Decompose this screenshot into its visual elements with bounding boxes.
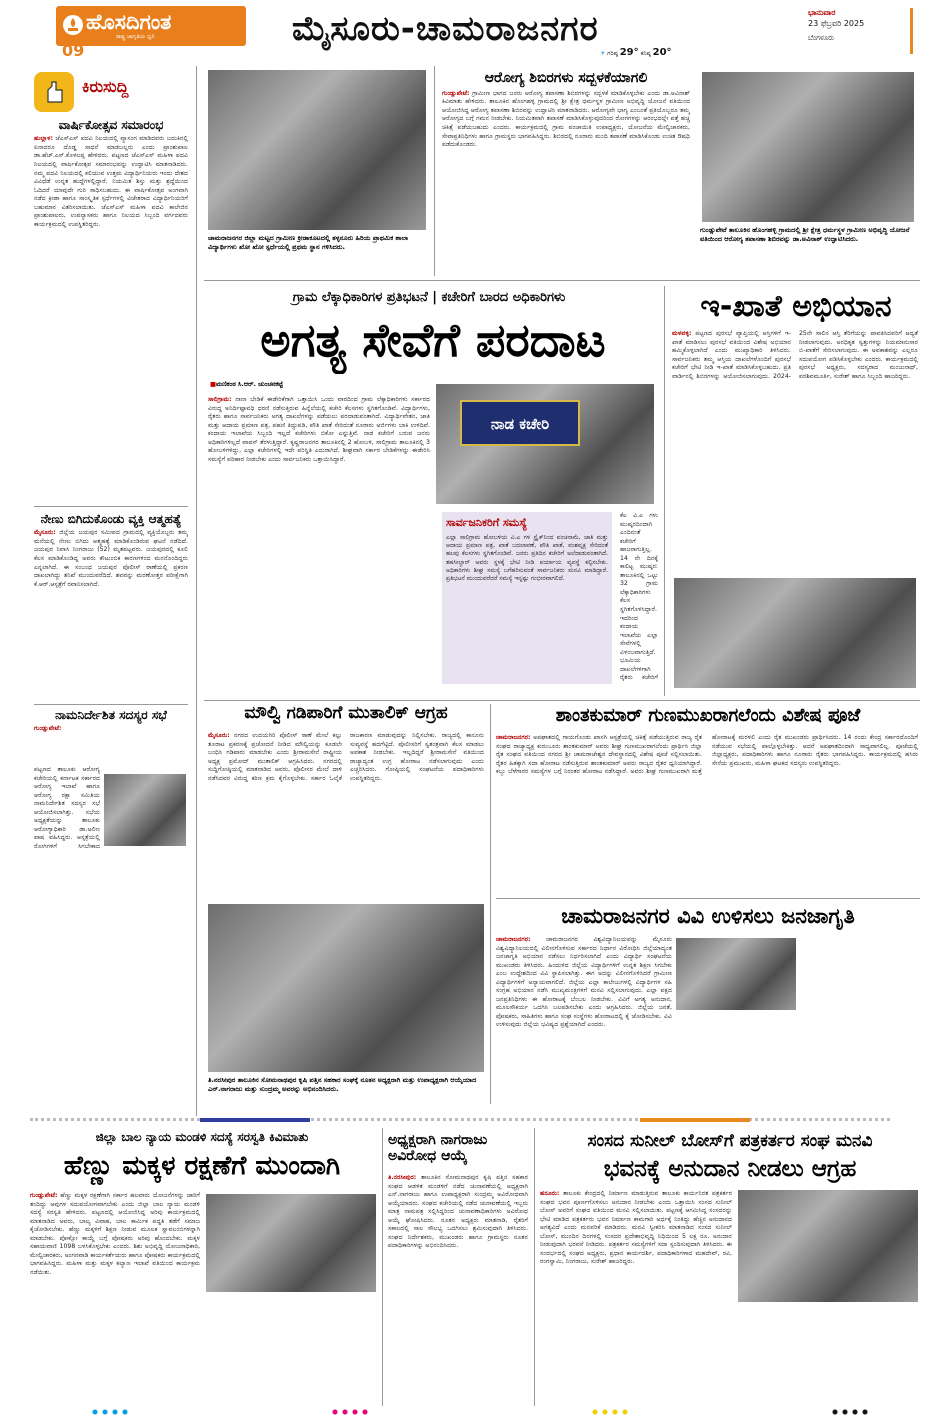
lamp-icon [63,15,83,35]
weather-max-label: ಗರಿಷ್ಠ [607,50,618,57]
girls-kicker: ಜಿಲ್ಲಾ ಬಾಲ ನ್ಯಾಯ ಮಂಡಳಿ ಸದಸ್ಯೆ ಸರಸ್ವತಿ ಕಿವಿಮಾತು [95,1130,309,1144]
shantakumar-place: ಚಾಮರಾಜನಗರ: [496,734,531,741]
vv-body-right [802,936,918,1106]
logo-text: ಹೊಸದಿಗಂತ [86,10,172,34]
vv-headline: ಚಾಮರಾಜನಗರ ವಿವಿ ಉಳಿಸಲು ಜನಜಾಗೃತಿ [561,904,855,928]
date-label: 23 ಫೆಬ್ರವರಿ 2025 [808,18,865,28]
signboard-text: ನಾಡ ಕಚೇರಿ [490,415,550,433]
cmyk-dots-1 [90,1408,130,1416]
city-label: ಬೆಂಗಳೂರು [808,33,835,42]
divider [204,280,920,281]
divider [196,66,197,1116]
ekhata-headline: ಇ-ಖಾತೆ ಅಭಿಯಾನ [700,290,892,324]
office-signboard [460,400,580,446]
brief-title-3: ನಾಮನಿರ್ದೇಶಿತ ಸದಸ್ಯರ ಸಭೆ [55,708,167,722]
brief-body-3-cont [34,854,188,1112]
ekhata-place: ಮಳವಳ್ಳಿ: [672,330,692,337]
health-body: ಗ್ರಾಮೀಣ ಭಾಗದ ಜನರು ಆರೋಗ್ಯ ತಪಾಸಣಾ ಶಿಬಿರಗಳನ್ನು ಸದ್ಬಳಕೆ ಮಾಡಿಕೊಳ್ಳಬೇಕು ಎಂದು ಡಾ.ಅವಿನಾಶ್ ಕಿವಿಮಾತು ಹೇಳಿದರು. ತಾಲೂಕಿನ ಹೊಂಗಹಳ್ಳಿ ಗ್ರಾಮದಲ್ಲಿ ಶ್ರೀ ಕ್ಷೇತ್ರ ಧರ್ಮಸ್ಥಳ ಗ್ರಾಮೀಣ ಅಭಿವೃದ್ಧಿ ಯೋಜನೆ ವತಿಯಿಂದ ಆಯೋಜಿಸಿದ್ದ ಆರೋಗ್ಯ ತಪಾಸಣಾ ಶಿಬಿರವನ್ನು ಉದ್ಘಾಟಿಸಿ ಮಾತನಾಡಿದರು. ಆರೋಗ್ಯವೇ ಭಾಗ್ಯ ಎಂಬಂತೆ ಪ್ರತಿಯೊಬ್ಬರೂ ತಮ್ಮ ಆರೋಗ್ಯದ ಬಗ್ಗೆ ಗಮನ ನೀಡಬೇಕು. ನಿಯಮಿತವಾಗಿ ತಪಾಸಣೆ ಮಾಡಿಸಿಕೊಳ್ಳುವುದರಿಂದ ರೋಗಗಳನ್ನು ಆರಂಭದಲ್ಲೇ ಪತ್ತೆ ಹಚ್ಚಿ ಚಿಕಿತ್ಸೆ ಪಡೆಯಬಹುದು ಎಂದರು. ಕಾರ್ಯಕ್ರಮದಲ್ಲಿ ಗ್ರಾಮ ಪಂಚಾಯಿತಿ ಉಪಾಧ್ಯಕ್ಷರು, ಯೋಜನೆಯ ಮೇಲ್ವಿಚಾರಕರು, ಸೇವಾಪ್ರತಿನಿಧಿಗಳು ಹಾಗೂ ಗ್ರಾಮಸ್ಥರು ಭಾಗವಹಿಸಿದ್ದರು. ಶಿಬಿರದಲ್ಲಿ ನೂರಾರು ಮಂದಿ ತಪಾಸಣೆ ಮಾಡಿಸಿಕೊಂಡು ಉಚಿತ ಔಷಧಿ ಪಡೆದುಕೊಂಡರು. [442,89,690,149]
kho-kho-caption: ಚಾಮರಾಜನಗರ ಜಿಲ್ಲಾ ಮಟ್ಟದ ಗ್ರಾಮೀಣ ಕ್ರೀಡಾಕೂಟದಲ್ಲಿ ತಳ್ಳನೂರು ಹಿರಿಯ ಪ್ರಾಥಮಿಕ ಶಾಲಾ ವಿದ್ಯಾರ್ಥಿಗಳು ಖೋ ಖೋ ಸ್ಪರ್ಧೆಯಲ್ಲಿ ಪ್ರಥಮ ಸ್ಥಾನ ಗಳಿಸಿದರು. [208,234,409,251]
vv-body-left [496,936,672,1106]
lead-place: ಸಾಲಿಗ್ರಾಮ: [208,396,232,403]
edition-title: ಮೈಸೂರು-ಚಾಮರಾಜನಗರ [292,9,599,49]
nada-kacheri-photo [436,384,654,504]
box-title: ಸಾರ್ವಜನಿಕರಿಗೆ ಸಮಸ್ಯೆ [446,516,528,529]
brief-body-2: ಜಿಲ್ಲೆಯ ಜಯಪುರ ಸಮೀಪದ ಗ್ರಾಮದಲ್ಲಿ ವ್ಯಕ್ತಿಯೊಬ್ಬರು ತಮ್ಮ ಮನೆಯಲ್ಲಿ ನೇಣು ಬಿಗಿದು ಆತ್ಮಹತ್ಯೆ ಮಾಡಿಕೊಂಡಿರುವ ಘಟನೆ ನಡೆದಿದೆ. ಜಯಪುರ ನಿವಾಸಿ ನಿಂಗರಾಜು (52) ಮೃತಪಟ್ಟವರು. ಜಯಪುರದಲ್ಲಿ ಕೂಲಿ ಕೆಲಸ ಮಾಡಿಕೊಂಡಿದ್ದ ಅವರು ಕೌಟುಂಬಿಕ ಕಾರಣಗಳಿಂದ ಮನನೊಂದಿದ್ದರು ಎನ್ನಲಾಗಿದೆ. ಈ ಸಂಬಂಧ ಜಯಪುರ ಪೊಲೀಸ್ ಠಾಣೆಯಲ್ಲಿ ಪ್ರಕರಣ ದಾಖಲಾಗಿದ್ದು ತನಿಖೆ ಮುಂದುವರೆದಿದೆ. ಶವವನ್ನು ಮರಣೋತ್ತರ ಪರೀಕ್ಷೆಗಾಗಿ ಕೆ.ಆರ್.ಆಸ್ಪತ್ರೆಗೆ ರವಾನಿಸಲಾಗಿದೆ. [34,529,188,588]
sunil-subheadline: ಭವನಕ್ಕೆ ಅನುದಾನ ನೀಡಲು ಆಗ್ರಹ [603,1156,857,1182]
divider [34,704,188,705]
brief-title-2: ನೇಣು ಬಿಗಿದುಕೊಂಡು ವ್ಯಕ್ತಿ ಆತ್ಮಹತ್ಯೆ [40,512,182,526]
brief-place-1: ಹುಲ್ಲಾಳ: [34,135,54,143]
sunil-body-right [738,1306,918,1404]
divider [664,286,665,696]
section-bar-left [30,1118,890,1122]
divider [34,506,188,507]
lead-body-left [208,396,430,690]
vv-press-photo [676,938,796,1010]
sunil-headline: ಸಂಸದ ಸುನೀಲ್ ಬೋಸ್‌ಗೆ ಪತ್ರಕರ್ತರ ಸಂಘ ಮನವಿ [587,1132,873,1151]
girls-body: ಹೆಣ್ಣು ಮಕ್ಕಳ ರಕ್ಷಣೆಗಾಗಿ ಸರ್ಕಾರ ಹಲವಾರು ಯೋಜನೆಗಳನ್ನು ಜಾರಿಗೆ ತಂದಿದ್ದು ಅವುಗಳ ಸದುಪಯೋಗವಾಗಬೇಕು ಎಂದು ಜಿಲ್ಲಾ ಬಾಲ ನ್ಯಾಯ ಮಂಡಳಿ ಸದಸ್ಯೆ ಸರಸ್ವತಿ ಹೇಳಿದರು. ಪಟ್ಟಣದಲ್ಲಿ ಆಯೋಜಿಸಿದ್ದ ಅರಿವು ಕಾರ್ಯಕ್ರಮದಲ್ಲಿ ಮಾತನಾಡಿದ ಅವರು, ಬಾಲ್ಯ ವಿವಾಹ, ಬಾಲ ಕಾರ್ಮಿಕ ಪದ್ಧತಿ ತಡೆಗೆ ಸಮಾಜ ಕೈಜೋಡಿಸಬೇಕು. ಹೆಣ್ಣು ಮಕ್ಕಳಿಗೆ ಶಿಕ್ಷಣ ನೀಡುವ ಮೂಲಕ ಸ್ವಾವಲಂಬಿಗಳನ್ನಾಗಿ ಮಾಡಬೇಕು. ಪೋಕ್ಸೋ ಕಾಯ್ದೆ ಬಗ್ಗೆ ಪೋಷಕರು ಅರಿವು ಹೊಂದಬೇಕು. ಮಕ್ಕಳ ಸಹಾಯವಾಣಿ 1098 ಬಳಸಿಕೊಳ್ಳಬೇಕು ಎಂದರು. ಶಿಶು ಅಭಿವೃದ್ಧಿ ಯೋಜನಾಧಿಕಾರಿ, ಮೇಲ್ವಿಚಾರಕರು, ಅಂಗನವಾಡಿ ಕಾರ್ಯಕರ್ತೆಯರು ಹಾಗೂ ಪೋಷಕರು ಕಾರ್ಯಕ್ರಮದಲ್ಲಿ ಭಾಗವಹಿಸಿದ್ದರು. ಮಹಿಳಾ ಮತ್ತು ಮಕ್ಕಳ ಕಲ್ಯಾಣ ಇಲಾಖೆ ವತಿಯಿಂದ ಕಾರ್ಯಕ್ರಮ ನಡೆಯಿತು. [30,1192,200,1276]
lead-byline: ■ ಮಣಿಕಂಠ ಸಿ.ಆರ್. ಚುಂಚನಕಟ್ಟೆ [210,380,510,392]
lead-kicker: ಗ್ರಾಮ ಲೆಕ್ಕಾಧಿಕಾರಿಗಳ ಪ್ರತಿಭಟನೆ | ಕಚೇರಿಗೆ ಬಾರದ ಅಧಿಕಾರಿಗಳು [292,290,566,305]
girls-body-left [30,1192,200,1404]
sunil-place: ಹನೂರು: [540,1190,560,1197]
shantakumar-body: ಅಪಘಾತದಲ್ಲಿ ಗಾಯಗೊಂಡು ಖಾಸಗಿ ಆಸ್ಪತ್ರೆಯಲ್ಲಿ ಚಿಕಿತ್ಸೆ ಪಡೆಯುತ್ತಿರುವ ರಾಜ್ಯ ರೈತ ಸಂಘದ ರಾಜ್ಯಾಧ್ಯಕ್ಷ ಕುರುಬೂರು ಶಾಂತಕುಮಾರ್ ಅವರು ಶೀಘ್ರ ಗುಣಮುಖರಾಗಲೆಂದು ಪ್ರಾರ್ಥಿಸಿ ಜಿಲ್ಲಾ ರೈತ ಸಂಘದ ವತಿಯಿಂದ ನಗರದ ಶ್ರೀ ಚಾಮರಾಜೇಶ್ವರ ದೇವಸ್ಥಾನದಲ್ಲಿ ವಿಶೇಷ ಪೂಜೆ ಸಲ್ಲಿಸಲಾಯಿತು. ರೈತರ ಹಿತಕ್ಕಾಗಿ ಸದಾ ಹೋರಾಟ ನಡೆಸುತ್ತಿರುವ ಶಾಂತಕುಮಾರ್ ಅವರು ರಾಜ್ಯದ ರೈತರ ಧ್ವನಿಯಾಗಿದ್ದಾರೆ. ಕಬ್ಬು ಬೆಳೆಗಾರರ ಸಮಸ್ಯೆಗಳ ಬಗ್ಗೆ ನಿರಂತರ ಹೋರಾಟ ನಡೆಸಿದ್ದಾರೆ. ಅವರು ಶೀಘ್ರ ಗುಣಮುಖರಾಗಿ ಮತ್ತೆ ಹೋರಾಟಕ್ಕೆ ಮರಳಲಿ ಎಂದು ರೈತ ಮುಖಂಡರು ಪ್ರಾರ್ಥಿಸಿದರು. 14 ರಂದು ಕೇಂದ್ರ ಸರ್ಕಾರದೊಂದಿಗೆ ನಡೆಯುವ ಸಭೆಯಲ್ಲಿ ಪಾಲ್ಗೊಳ್ಳಬೇಕಿತ್ತು. ಆದರೆ ಅಪಘಾತದಿಂದಾಗಿ ಸಾಧ್ಯವಾಗಲಿಲ್ಲ. ಪೂಜೆಯಲ್ಲಿ ಜಿಲ್ಲಾಧ್ಯಕ್ಷರು, ಪದಾಧಿಕಾರಿಗಳು ಹಾಗೂ ನೂರಾರು ರೈತರು ಭಾಗವಹಿಸಿದ್ದರು. ಕಾರ್ಯಕ್ರಮದಲ್ಲಿ ಹಸಿರು ಸೇನೆಯ ಪ್ರಮುಖರು, ಮಹಿಳಾ ಘಟಕದ ಸದಸ್ಯರು ಉಪಸ್ಥಿತರಿದ್ದರು. [496,734,918,776]
divider [534,1128,535,1406]
cooperative-caption: ತಿ.ನರಸೀಪುರ ತಾಲೂಕಿನ ಸೋಮನಾಥಪುರ ಕೃಷಿ ಪತ್ತಿನ ಸಹಕಾರ ಸಂಘಕ್ಕೆ ನೂತನ ಅಧ್ಯಕ್ಷರಾಗಿ ಮತ್ತು ಉಪಾಧ್ಯಕ್ಷರಾಗಿ ಆಯ್ಕೆಯಾದ ಎನ್.ನಾಗರಾಜು ಮತ್ತು ಸುಂದ್ರಮ್ಮ ಅವರನ್ನು ಅಭಿನಂದಿಸಿದರು. [208,1076,477,1093]
ekhata-body: ಪಟ್ಟಣದ ಪುರಸಭೆ ವ್ಯಾಪ್ತಿಯಲ್ಲಿ ಆಸ್ತಿಗಳಿಗೆ ಇ-ಖಾತೆ ಮಾಡಿಸಲು ಪುರಸಭೆ ವತಿಯಿಂದ ವಿಶೇಷ ಅಭಿಯಾನ ಹಮ್ಮಿಕೊಳ್ಳಲಾಗಿದೆ ಎಂದು ಮುಖ್ಯಾಧಿಕಾರಿ ತಿಳಿಸಿದರು. ಸಾರ್ವಜನಿಕರು ತಮ್ಮ ಆಸ್ತಿಯ ದಾಖಲೆಗಳೊಂದಿಗೆ ಪುರಸಭೆ ಕಚೇರಿಗೆ ಭೇಟಿ ನೀಡಿ ಇ-ಖಾತೆ ಮಾಡಿಸಿಕೊಳ್ಳಬಹುದು. ಪ್ರತಿ ವಾರ್ಡಿನಲ್ಲಿ ಶಿಬಿರಗಳನ್ನು ಆಯೋಜಿಸಲಾಗುವುದು. 2024-25ನೇ ಸಾಲಿನ ಆಸ್ತಿ ತೆರಿಗೆಯನ್ನು ಪಾವತಿಸಿದವರಿಗೆ ಆದ್ಯತೆ ನೀಡಲಾಗುವುದು. ಅನಧಿಕೃತ ಸ್ವತ್ತುಗಳನ್ನು ನಿಯಮಾನುಸಾರ ಬಿ-ಖಾತೆಗೆ ಸೇರಿಸಲಾಗುವುದು. ಈ ಅವಕಾಶವನ್ನು ಎಲ್ಲರೂ ಸದುಪಯೋಗ ಪಡಿಸಿಕೊಳ್ಳಬೇಕು ಎಂದರು. ಕಾರ್ಯಕ್ರಮದಲ್ಲಿ ಪುರಸಭೆ ಅಧ್ಯಕ್ಷರು, ಸದಸ್ಯರಾದ ಮಂಜುನಾಥ್, ಪರಶಿವಮೂರ್ತಿ, ಸುರೇಶ್ ಹಾಗೂ ಸಿಬ್ಬಂದಿ ಹಾಜರಿದ್ದರು. [672,330,918,380]
brief-story-2 [34,512,188,702]
masthead [0,0,945,58]
brief-title-1: ವಾರ್ಷಿಕೋತ್ಸವ ಸಮಾರಂಭ [58,118,164,132]
kiru-suddi-label: ಕಿರುಸುದ್ದಿ [82,77,129,96]
meeting-photo [104,774,186,846]
health-story [442,70,690,276]
lead-body-right: ಕೆಲ ವಿ.ಎ ಗಳು ಮುಷ್ಕರದಿಂದಾಗಿ ಎಂದಿನಂತೆ ಕಚೇರಿಗೆ ಹಾಜರಾಗುತ್ತಿಲ್ಲ. 14 ನೇ ದಿನಕ್ಕೆ ಕಾಲಿಟ್ಟ ಮುಷ್ಕರ: ತಾಲೂಕಿನಲ್ಲಿ ಒಟ್ಟು 32 ಗ್ರಾಮ ಲೆಕ್ಕಾಧಿಕಾರಿಗಳು ಕೆಲಸ ಸ್ಥಗಿತಗೊಳಿಸಿದ್ದಾರೆ. ಇದರಿಂದ ಕಂದಾಯ ಇಲಾಖೆಯ ಎಲ್ಲಾ ಸೇವೆಗಳಲ್ಲಿ ವಿಳಂಬವಾಗುತ್ತಿದೆ. ಭೂಮಿಯ ದಾಖಲೆಗಳಿಗಾಗಿ ರೈತರು ಕಚೇರಿಗೆ [620,512,658,682]
logo-tagline: ರಾಷ್ಟ್ರ ಜಾಗೃತಿಯ ಧ್ವನಿ [116,34,155,40]
shantakumar-body-block [496,734,918,892]
mutalik-body-block [208,732,484,894]
nagaraju-headline: ಅಧ್ಯಕ್ಷರಾಗಿ ನಾಗರಾಜು ಅವಿರೋಧ ಆಯ್ಕೆ [388,1132,488,1165]
health-headline: ಆರೋಗ್ಯ ಶಿಬಿರಗಳು ಸದ್ಬಳಕೆಯಾಗಲಿ [484,70,648,86]
section-bar-orange [640,1118,750,1122]
kiru-suddi-header [34,70,188,114]
brief-place-2: ಮೈಸೂರು: [34,529,56,537]
ekhata-body-block [672,330,918,572]
vv-place: ಚಾಮರಾಜನಗರ: [496,936,531,943]
brief-place-3: ಗುಂಡ್ಲುಪೇಟೆ: [34,725,62,733]
registration-marks [0,1408,945,1418]
nagaraju-body-block [388,1174,528,1404]
girls-body-right [206,1296,376,1404]
day-label: ಭಾನುವಾರ [808,8,836,17]
divider [382,1128,383,1406]
weather-max: 29° [619,47,639,58]
brief-body-3: ಪಟ್ಟಣದ ತಾಲೂಕು ಆರೋಗ್ಯ ಕಚೇರಿಯಲ್ಲಿ ಕರ್ನಾಟಕ ಸರ್ಕಾರದ ಆರೋಗ್ಯ ಇಲಾಖೆ ಹಾಗೂ ಆರೋಗ್ಯ ರಕ್ಷಾ ಸಮಿತಿಯ ನಾಮನಿರ್ದೇಶಿತ ಸದಸ್ಯರ ಸಭೆ ಆಯೋಜಿಸಲಾಗಿತ್ತು. ಸಭೆಯ ಅಧ್ಯಕ್ಷತೆಯನ್ನು ತಾಲೂಕು ಆರೋಗ್ಯಾಧಿಕಾರಿ ಡಾ.ಅಲೀಂ ಪಾಷ ವಹಿಸಿದ್ದರು. ಆಸ್ಪತ್ರೆಯಲ್ಲಿ ರೋಗಿಗಳಿಗೆ ಸಿಗಬೇಕಾದ [34,766,100,850]
cmyk-dots-4 [830,1408,870,1416]
nagaraju-place: ತಿ.ನರಸೀಪುರ: [388,1174,417,1181]
cooperative-photo [208,904,484,1072]
divider [490,704,491,1104]
brief-body-1: ಜೆಎಸ್‌ಎಸ್ ಪದವಿ ನಿಲಯದಲ್ಲಿ ವ್ಯಾಸಂಗ ಮಾಡಿದವರು ಬದುಕಿನಲ್ಲಿ ಏನಾದರೂ ದೊಡ್ಡ ಸಾಧನೆ ಮಾಡಬಲ್ಲರು ಎಂದು ಪ್ರಾಂಶುಪಾಲ ಡಾ.ಹೆಚ್.ಎಸ್.ಕೊಳಲಪ್ಪ ಹೇಳಿದರು. ಪಟ್ಟಣದ ಜೆಎಸ್‌ಎಸ್ ಮಹಿಳಾ ಪದವಿ ನಿಲಯದಲ್ಲಿ ವಾರ್ಷಿಕೋತ್ಸವ ಸಮಾರಂಭವನ್ನು ಉದ್ಘಾಟಿಸಿ ಮಾತನಾಡಿದರು. ನಮ್ಮ ಪದವಿ ನಿಲಯದಲ್ಲಿ ಕಲಿಯುವ ಉತ್ತಮ ವಿದ್ಯಾರ್ಥಿನಿಯರು ಇಂದು ದೇಶದ ವಿವಿಧೆಡೆ ಉನ್ನತ ಹುದ್ದೆಗಳಲ್ಲಿದ್ದಾರೆ. ನಿಯಮಿತ ಶಿಸ್ತು ಮತ್ತು ಶ್ರದ್ಧೆಯಿಂದ ಓದಿದರೆ ಯಾವುದೇ ಗುರಿ ಸಾಧಿಸಬಹುದು. ಈ ವಾರ್ಷಿಕೋತ್ಸವ ಅಂಗವಾಗಿ ನಡೆದ ಕ್ರೀಡಾ ಹಾಗೂ ಸಾಂಸ್ಕೃತಿಕ ಸ್ಪರ್ಧೆಗಳಲ್ಲಿ ವಿಜೇತರಾದ ವಿದ್ಯಾರ್ಥಿನಿಯರಿಗೆ ಬಹುಮಾನ ವಿತರಿಸಲಾಯಿತು. ಜೆಎಸ್‌ಎಸ್ ಮಹಿಳಾ ಪದವಿ ಕಾಲೇಜಿನ ಪ್ರಾಂಶುಪಾಲರು, ಉಪನ್ಯಾಸಕರು ಹಾಗೂ ನಿಲಯದ ಸಿಬ್ಬಂದಿ ವರ್ಗದವರು ಕಾರ್ಯಕ್ರಮದಲ್ಲಿ ಉಪಸ್ಥಿತರಿದ್ದರು. [34,135,188,228]
mutalik-place: ಮೈಸೂರು: [208,732,230,739]
divider [496,898,920,899]
girls-place: ಗುಂಡ್ಲುಪೇಟೆ: [30,1192,58,1199]
shantakumar-headline: ಶಾಂತಕುಮಾರ್ ಗುಣಮುಖರಾಗಲೆಂದು ವಿಶೇಷ ಪೂಜೆ [555,706,861,726]
sunil-body: ತಾಲೂಕು ಕೇಂದ್ರದಲ್ಲಿ ನಿರ್ಮಾಣ ಮಾಡುತ್ತಿರುವ ತಾಲೂಕು ಕಾರ್ಯನಿರತ ಪತ್ರಕರ್ತರ ಸಂಘದ ಭವನ ಪೂರ್ಣಗೊಳಿಸಲು ಅನುದಾನ ನೀಡಬೇಕು ಎಂದು ಒತ್ತಾಯಿಸಿ ಸಂಸದ ಸುನೀಲ್ ಬೋಸ್ ಅವರಿಗೆ ಸಂಘದ ವತಿಯಿಂದ ಮನವಿ ಸಲ್ಲಿಸಲಾಯಿತು. ಪಟ್ಟಣಕ್ಕೆ ಆಗಮಿಸಿದ್ದ ಸಂಸದರನ್ನು ಭೇಟಿ ಮಾಡಿದ ಪತ್ರಕರ್ತರು ಭವನ ನಿರ್ಮಾಣ ಕಾಮಗಾರಿ ಅರ್ಧಕ್ಕೆ ನಿಂತಿದ್ದು ಹೆಚ್ಚಿನ ಅನುದಾನದ ಅಗತ್ಯವಿದೆ ಎಂದು ಮನವರಿಕೆ ಮಾಡಿದರು. ಮನವಿ ಸ್ವೀಕರಿಸಿ ಮಾತನಾಡಿದ ಸಂಸದ ಸುನೀಲ್ ಬೋಸ್, ಮುಂದಿನ ದಿನಗಳಲ್ಲಿ ಸಂಸದರ ಪ್ರದೇಶಾಭಿವೃದ್ಧಿ ನಿಧಿಯಿಂದ 5 ಲಕ್ಷ ರೂ. ಅನುದಾನ ನೀಡುವುದಾಗಿ ಭರವಸೆ ನೀಡಿದರು. ಪತ್ರಕರ್ತರ ಸಮಸ್ಯೆಗಳಿಗೆ ಸದಾ ಸ್ಪಂದಿಸುವುದಾಗಿ ತಿಳಿಸಿದರು. ಈ ಸಂದರ್ಭದಲ್ಲಿ ಸಂಘದ ಅಧ್ಯಕ್ಷರು, ಪ್ರಧಾನ ಕಾರ್ಯದರ್ಶಿ, ಪದಾಧಿಕಾರಿಗಳಾದ ಮಹದೇವ್, ರವಿ, ರಂಗಸ್ವಾಮಿ, ನಿಂಗರಾಜು, ಸುರೇಶ್ ಹಾಜರಿದ್ದರು. [540,1190,732,1266]
girls-headline: ಹೆಣ್ಣು ಮಕ್ಕಳ ರಕ್ಷಣೆಗೆ ಮುಂದಾಗಿ [63,1152,341,1181]
ekhata-photo [674,578,916,688]
divider [434,66,435,276]
health-camp-photo [702,72,914,222]
sunil-body-block [540,1190,732,1404]
hand-icon [34,72,74,112]
health-place: ಗುಂಡ್ಲುಪೇಟೆ: [442,89,470,97]
cmyk-dots-3 [590,1408,630,1416]
vv-body: ಚಾಮರಾಜನಗರ ವಿಶ್ವವಿದ್ಯಾನಿಲಯವನ್ನು ಮೈಸೂರು ವಿಶ್ವವಿದ್ಯಾನಿಲಯದಲ್ಲಿ ವಿಲೀನಗೊಳಿಸುವ ಸರ್ಕಾರದ ನಿರ್ಧಾರ ವಿರೋಧಿಸಿ ಜಿಲ್ಲೆಯಾದ್ಯಂತ ಜನಜಾಗೃತಿ ಅಭಿಯಾನ ನಡೆಸಲು ನಿರ್ಧರಿಸಲಾಗಿದೆ ಎಂದು ವಿದ್ಯಾರ್ಥಿ ಸಂಘಟನೆಯ ಮುಖಂಡರು ತಿಳಿಸಿದರು. ಹಿಂದುಳಿದ ಜಿಲ್ಲೆಯ ವಿದ್ಯಾರ್ಥಿಗಳಿಗೆ ಉನ್ನತ ಶಿಕ್ಷಣ ಸಿಗಬೇಕು ಎಂಬ ಉದ್ದೇಶದಿಂದ ವಿವಿ ಸ್ಥಾಪಿಸಲಾಗಿತ್ತು. ಈಗ ಅದನ್ನು ವಿಲೀನಗೊಳಿಸಿದರೆ ಗ್ರಾಮೀಣ ವಿದ್ಯಾರ್ಥಿಗಳಿಗೆ ಅನ್ಯಾಯವಾಗಲಿದೆ. ಜಿಲ್ಲೆಯ ಎಲ್ಲಾ ಕಾಲೇಜುಗಳಲ್ಲಿ ವಿದ್ಯಾರ್ಥಿಗಳ ಸಹಿ ಸಂಗ್ರಹ ಅಭಿಯಾನ ನಡೆಸಿ ಮುಖ್ಯಮಂತ್ರಿಗಳಿಗೆ ಮನವಿ ಸಲ್ಲಿಸಲಾಗುವುದು. ಎಲ್ಲಾ ಪಕ್ಷದ ಜನಪ್ರತಿನಿಧಿಗಳು ಈ ಹೋರಾಟಕ್ಕೆ ಬೆಂಬಲ ನೀಡಬೇಕು. ವಿವಿಗೆ ಅಗತ್ಯ ಅನುದಾನ, ಮೂಲಸೌಕರ್ಯ ಒದಗಿಸಿ ಬಲಪಡಿಸಬೇಕು ಎಂದು ಆಗ್ರಹಿಸಿದರು. ಜಿಲ್ಲೆಯ ಜನತೆ, ಪೋಷಕರು, ಸಾಹಿತಿಗಳು ಹಾಗೂ ಸಂಘ ಸಂಸ್ಥೆಗಳು ಹೋರಾಟದಲ್ಲಿ ಕೈ ಜೋಡಿಸಬೇಕು. ವಿವಿ ಉಳಿಸುವುದು ಜಿಲ್ಲೆಯ ಭವಿಷ್ಯದ ಪ್ರಶ್ನೆಯಾಗಿದೆ ಎಂದರು. [496,936,672,1029]
nagaraju-body: ತಾಲೂಕಿನ ಸೋಮನಾಥಪುರ ಕೃಷಿ ಪತ್ತಿನ ಸಹಕಾರ ಸಂಘದ ಆಡಳಿತ ಮಂಡಳಿಗೆ ನಡೆದ ಚುನಾವಣೆಯಲ್ಲಿ ಅಧ್ಯಕ್ಷರಾಗಿ ಎನ್.ನಾಗರಾಜು ಹಾಗೂ ಉಪಾಧ್ಯಕ್ಷರಾಗಿ ಸುಂದ್ರಮ್ಮ ಅವಿರೋಧವಾಗಿ ಆಯ್ಕೆಯಾದರು. ಸಂಘದ ಕಚೇರಿಯಲ್ಲಿ ನಡೆದ ಚುನಾವಣೆಯಲ್ಲಿ ಇಬ್ಬರು ಮಾತ್ರ ನಾಮಪತ್ರ ಸಲ್ಲಿಸಿದ್ದರಿಂದ ಚುನಾವಣಾಧಿಕಾರಿಗಳು ಅವಿರೋಧ ಆಯ್ಕೆ ಘೋಷಿಸಿದರು. ನೂತನ ಅಧ್ಯಕ್ಷರು ಮಾತನಾಡಿ, ರೈತರಿಗೆ ಸಕಾಲದಲ್ಲಿ ಸಾಲ ಸೌಲಭ್ಯ ಒದಗಿಸಲು ಶ್ರಮಿಸುವುದಾಗಿ ತಿಳಿಸಿದರು. ಸಂಘದ ನಿರ್ದೇಶಕರು, ಮುಖಂಡರು ಹಾಗೂ ಗ್ರಾಮಸ್ಥರು ನೂತನ ಪದಾಧಿಕಾರಿಗಳನ್ನು ಅಭಿನಂದಿಸಿದರು. [388,1174,528,1250]
weather-min: 20° [652,47,672,58]
brief-story-1 [34,118,188,498]
sunil-photo [738,1190,918,1302]
divider [204,700,920,701]
cmyk-dots-2 [330,1408,370,1416]
page-number: 09 [62,41,85,58]
date-block [808,8,913,54]
girls-photo [206,1194,376,1292]
lead-headline: ಅಗತ್ಯ ಸೇವೆಗೆ ಪರದಾಟ [260,314,606,367]
lead-body-left-text: ನಾನಾ ಬೇಡಿಕೆ ಈಡೇರಿಕೆಗಾಗಿ ಒತ್ತಾಯಿಸಿ ಒಂದು ವಾರದಿಂದ ಗ್ರಾಮ ಲೆಕ್ಕಾಧಿಕಾರಿಗಳು ಸರ್ಕಾರದ ವಿರುದ್ಧ ಅನಿರ್ದಿಷ್ಟಾವಧಿ ಧರಣಿ ನಡೆಸುತ್ತಿರುವ ಹಿನ್ನೆಲೆಯಲ್ಲಿ ಕಚೇರಿ ಕೆಲಸಗಳು ಸ್ಥಗಿತಗೊಂಡಿವೆ. ವಿದ್ಯಾರ್ಥಿಗಳು, ರೈತರು ಹಾಗೂ ಸಾರ್ವಜನಿಕರು ಅಗತ್ಯ ದಾಖಲೆಗಳನ್ನು ಪಡೆಯಲು ಪರದಾಡುವಂತಾಗಿದೆ. ವಿದ್ಯಾರ್ಥಿವೇತನ, ಜಾತಿ ಮತ್ತು ಆದಾಯ ಪ್ರಮಾಣ ಪತ್ರ, ಪಹಣಿ ತಿದ್ದುಪಡಿ, ಪೌತಿ ಖಾತೆ ಸೇರಿದಂತೆ ನೂರಾರು ಅರ್ಜಿಗಳು ಬಾಕಿ ಉಳಿದಿವೆ. ಕಂದಾಯ ಇಲಾಖೆಯ ಸಿಬ್ಬಂದಿ ಇಲ್ಲದೆ ಕಚೇರಿಗಳು ಬಿಕೋ ಎನ್ನುತ್ತಿವೆ. ನಾಡ ಕಚೇರಿಗೆ ಬರುವ ಜನರು ಅಧಿಕಾರಿಗಳಿಲ್ಲದೆ ವಾಪಸ್ ತೆರಳುತ್ತಿದ್ದಾರೆ. ಕೃಷ್ಣರಾಜನಗರ ತಾಲೂಕಿನಲ್ಲಿ 2 ಹೋಬಳಿ, ಸಾಲಿಗ್ರಾಮ ತಾಲೂಕಿನಲ್ಲಿ 3 ಹೋಬಳಿಗಳಿದ್ದು, ಎಲ್ಲಾ ಕಚೇರಿಗಳಲ್ಲಿ ಇದೇ ಪರಿಸ್ಥಿತಿ ಎದುರಾಗಿದೆ. ಶೀಘ್ರವಾಗಿ ಸರ್ಕಾರ ಬೇಡಿಕೆಗಳನ್ನು ಈಡೇರಿಸಿ ಸಮಸ್ಯೆಗೆ ಪರಿಹಾರ ನೀಡಬೇಕು ಎಂದು ಸಾರ್ವಜನಿಕರು ಒತ್ತಾಯಿಸಿದ್ದಾರೆ. [208,396,430,463]
weather-readout [600,46,730,58]
public-problem-box [442,512,612,684]
box-body: ಎಲ್ಲಾ ಸಾಲಿಗ್ರಾಮ ಹೋಬಳಿಯ ವಿ.ಎ ಗಳ ಸ್ಟ್ರೈಕ್‌ನಿಂದ ಪಂಚನಾಮೆ, ಜಾತಿ ಮತ್ತು ಆದಾಯ ಪ್ರಮಾಣ ಪತ್ರ, ಖಾತೆ ಬದಲಾವಣೆ, ಪೌತಿ ಖಾತೆ, ವಂಶವೃಕ್ಷ ಸೇರಿದಂತೆ ಹಲವು ಕೆಲಸಗಳು ಸ್ಥಗಿತಗೊಂಡಿವೆ. ಜನರು ಪ್ರತಿದಿನ ಕಚೇರಿಗೆ ಅಲೆದಾಡುವಂತಾಗಿದೆ. ತಹಸೀಲ್ದಾರ್ ಅವರು ಸ್ಥಳಕ್ಕೆ ಭೇಟಿ ನೀಡಿ ಪರ್ಯಾಯ ವ್ಯವಸ್ಥೆ ಕಲ್ಪಿಸಬೇಕು. ಅಧಿಕಾರಿಗಳು ಶೀಘ್ರ ಸಮಸ್ಯೆ ಬಗೆಹರಿಸುವಂತೆ ಸಾರ್ವಜನಿಕರು ಮನವಿ ಮಾಡಿದ್ದಾರೆ. ಪ್ರತಿಭಟನೆ ಮುಂದುವರೆದರೆ ಸಮಸ್ಯೆ ಇನ್ನಷ್ಟು ಗಂಭೀರವಾಗಲಿದೆ. [446,533,608,583]
weather-min-label: ಕನಿಷ್ಠ [640,50,651,57]
section-bar-blue [200,1118,310,1122]
health-camp-caption: ಗುಂಡ್ಲುಪೇಟೆ ತಾಲೂಕಿನ ಹೊಂಗಹಳ್ಳಿ ಗ್ರಾಮದಲ್ಲಿ ಶ್ರೀ ಕ್ಷೇತ್ರ ಧರ್ಮಸ್ಥಳ ಗ್ರಾಮೀಣ ಅಭಿವೃದ್ಧಿ ಯೋಜನೆ ವತಿಯಿಂದ ಆರೋಗ್ಯ ತಪಾಸಣಾ ಶಿಬಿರವನ್ನು ಡಾ.ಅವಿನಾಶ್ ಉದ್ಘಾಟಿಸಿದರು. [700,226,910,243]
kho-kho-photo [208,70,426,230]
mutalik-body: ನಗರದ ಉದಯಗಿರಿ ಪೊಲೀಸ್ ಠಾಣೆ ಮೇಲೆ ಕಲ್ಲು ತೂರಾಟ ಪ್ರಕರಣಕ್ಕೆ ಪ್ರಚೋದನೆ ನೀಡಿದ ಮೌಲ್ವಿಯನ್ನು ಕೂಡಲೇ ಬಂಧಿಸಿ ಗಡಿಪಾರು ಮಾಡಬೇಕು ಎಂದು ಶ್ರೀರಾಮಸೇನೆ ರಾಷ್ಟ್ರೀಯ ಅಧ್ಯಕ್ಷ ಪ್ರಮೋದ್ ಮುತಾಲಿಕ್ ಆಗ್ರಹಿಸಿದರು. ನಗರದಲ್ಲಿ ಸುದ್ದಿಗೋಷ್ಠಿಯಲ್ಲಿ ಮಾತನಾಡಿದ ಅವರು, ಪೊಲೀಸರ ಮೇಲೆ ದಾಳಿ ನಡೆಸಿದವರ ವಿರುದ್ಧ ಕಠಿಣ ಕ್ರಮ ಕೈಗೊಳ್ಳಬೇಕು. ಸರ್ಕಾರ ಓಲೈಕೆ ರಾಜಕಾರಣ ಮಾಡುವುದನ್ನು ನಿಲ್ಲಿಸಬೇಕು. ರಾಜ್ಯದಲ್ಲಿ ಕಾನೂನು ಸುವ್ಯವಸ್ಥೆ ಹದಗೆಟ್ಟಿದೆ. ಪೊಲೀಸರಿಗೆ ಸ್ವತಂತ್ರವಾಗಿ ಕೆಲಸ ಮಾಡಲು ಅವಕಾಶ ನೀಡಬೇಕು. ಇಲ್ಲದಿದ್ದರೆ ಶ್ರೀರಾಮಸೇನೆ ವತಿಯಿಂದ ರಾಜ್ಯಾದ್ಯಂತ ಉಗ್ರ ಹೋರಾಟ ನಡೆಸಲಾಗುವುದು ಎಂದು ಎಚ್ಚರಿಸಿದರು. ಗೋಷ್ಠಿಯಲ್ಲಿ ಸಂಘಟನೆಯ ಪದಾಧಿಕಾರಿಗಳು ಉಪಸ್ಥಿತರಿದ್ದರು. [208,732,484,782]
section-bar [30,1118,920,1122]
sun-icon: ☀ [600,50,608,57]
mutalik-headline: ಮೌಲ್ವಿ ಗಡಿಪಾರಿಗೆ ಮುತಾಲಿಕ್ ಆಗ್ರಹ [244,704,448,723]
